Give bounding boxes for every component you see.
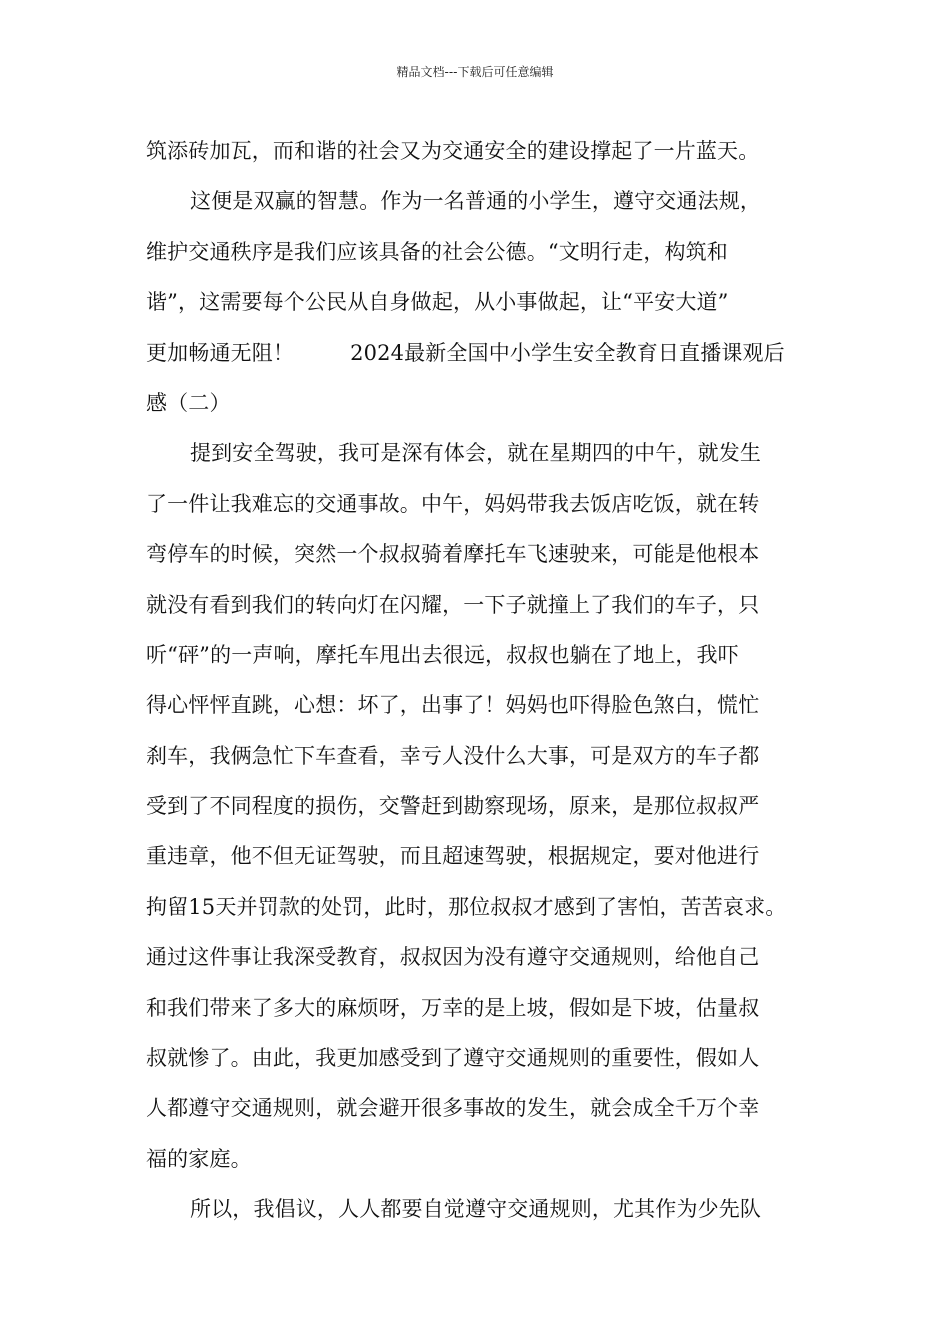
text-line: 所以，我倡议，人人都要自觉遵守交通规则，尤其作为少先队	[190, 1197, 762, 1222]
text-line: 维护交通秩序是我们应该具备的社会公德。“文明行走，构筑和	[146, 239, 728, 264]
page-header: 精品文档---下载后可任意编辑	[396, 65, 554, 79]
text-line: 人都遵守交通规则，就会避开很多事故的发生，就会成全千万个幸	[146, 1096, 760, 1121]
text-line: 拘留15天并罚款的处罚，此时，那位叔叔才感到了害怕，苦苦哀求。	[146, 894, 787, 919]
text-line: 得心怦怦直跳，心想：坏了，出事了！妈妈也吓得脸色煞白，慌忙	[146, 693, 760, 718]
text-line: 了一件让我难忘的交通事故。中午，妈妈带我去饭店吃饭，就在转	[146, 491, 760, 516]
text-line: 这便是双赢的智慧。作为一名普通的小学生，遵守交通法规，	[190, 189, 762, 214]
text-line: 受到了不同程度的损伤，交警赶到勘察现场，原来，是那位叔叔严	[146, 794, 760, 819]
text-line: 谐”，这需要每个公民从自身做起，从小事做起，让“平安大道”	[146, 290, 729, 315]
document-body	[146, 126, 810, 1235]
text-line: 刹车，我俩急忙下车查看，幸亏人没什么大事，可是双方的车子都	[146, 743, 760, 768]
text-segment: 更加畅通无阻！	[146, 340, 295, 365]
text-line: 就没有看到我们的转向灯在闪耀，一下子就撞上了我们的车子，只	[146, 592, 760, 617]
text-line: 福的家庭。	[146, 1146, 252, 1171]
section-title-start: 2024最新全国中小学生安全教育日直播课观后	[350, 340, 785, 365]
section-title-end: 感（二）	[146, 390, 231, 415]
text-line: 弯停车的时候，突然一个叔叔骑着摩托车飞速驶来，可能是他根本	[146, 542, 760, 567]
text-line: 通过这件事让我深受教育，叔叔因为没有遵守交通规则，给他自己	[146, 945, 760, 970]
text-line: 叔就惨了。由此，我更加感受到了遵守交通规则的重要性，假如人	[146, 1046, 760, 1071]
text-line: 重违章，他不但无证驾驶，而且超速驾驶，根据规定，要对他进行	[146, 844, 760, 869]
text-line: 听“砰”的一声响，摩托车甩出去很远，叔叔也躺在了地上，我吓	[146, 642, 739, 667]
text-line	[146, 328, 810, 378]
text-line: 提到安全驾驶，我可是深有体会，就在星期四的中午，就发生	[190, 441, 762, 466]
text-line: 筑添砖加瓦，而和谐的社会又为交通安全的建设撑起了一片蓝天。	[146, 139, 760, 163]
text-line: 和我们带来了多大的麻烦呀，万幸的是上坡，假如是下坡，估量叔	[146, 995, 760, 1020]
